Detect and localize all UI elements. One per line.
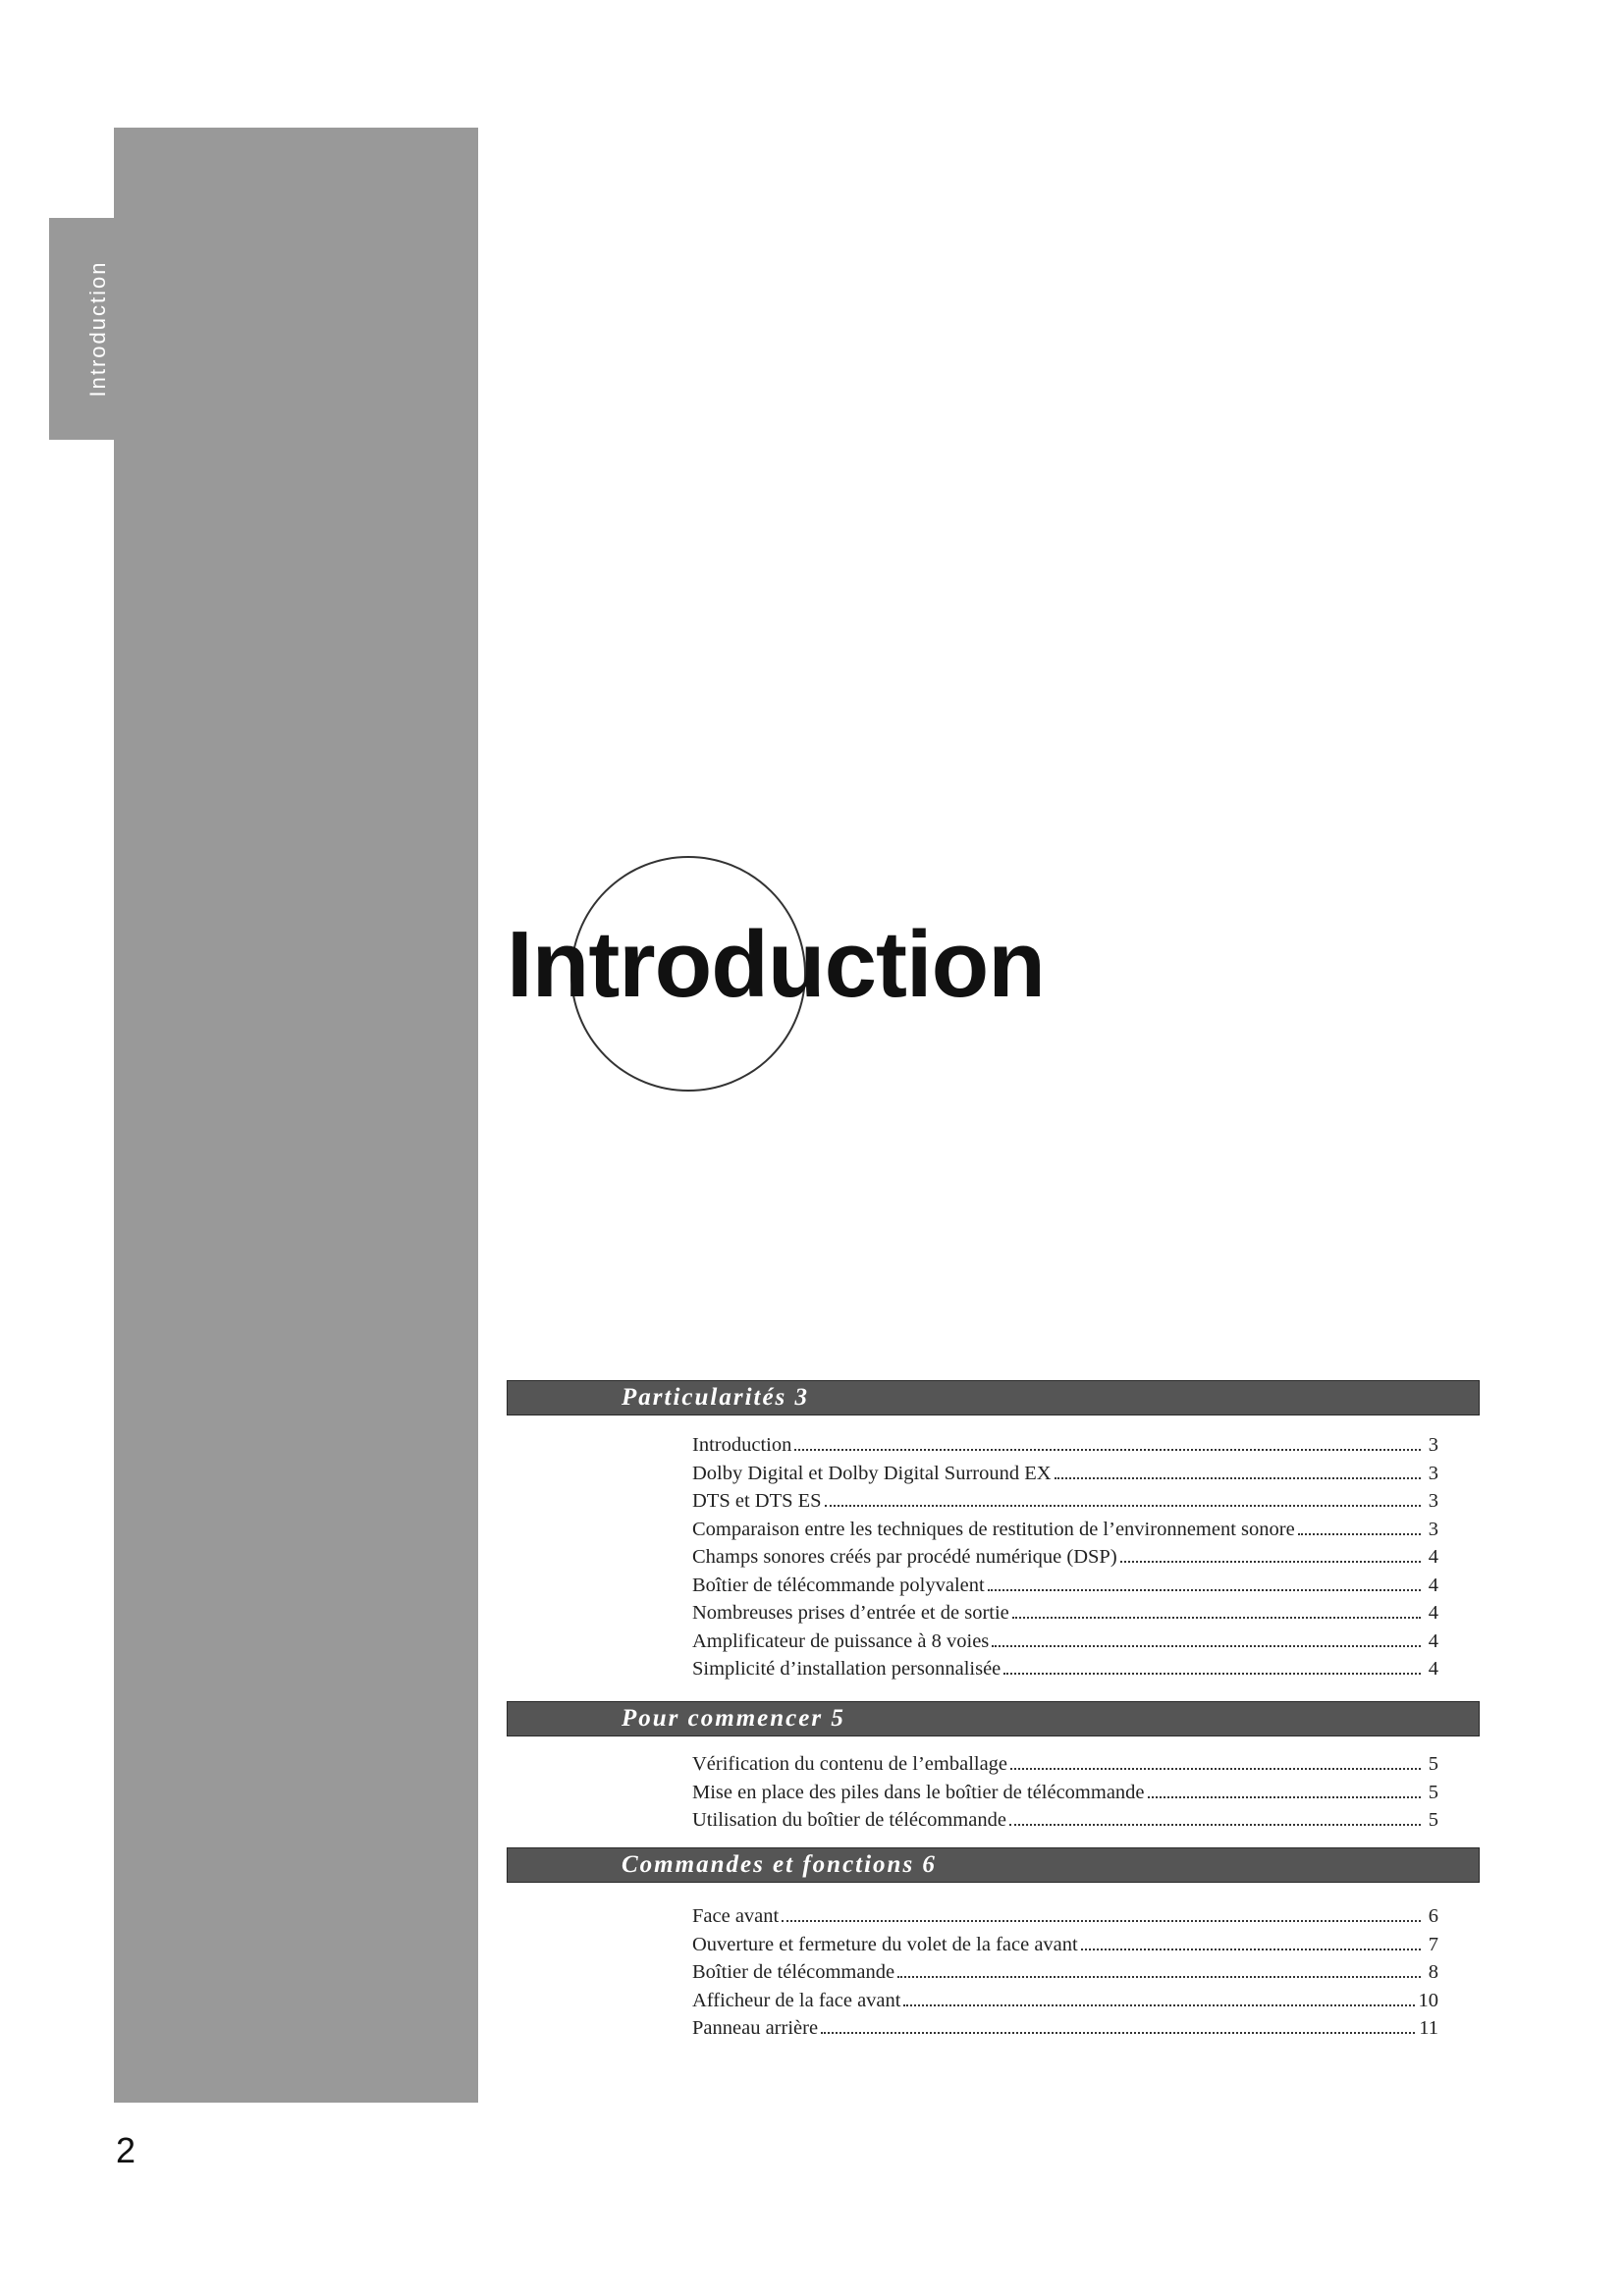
toc-entry-title: Dolby Digital et Dolby Digital Surround EX: [692, 1462, 1052, 1484]
toc-section-commandes-fonctions: [507, 1847, 1480, 2043]
toc-dot-leader: [1120, 1561, 1421, 1563]
toc-entry-page: 5: [1428, 1753, 1438, 1775]
toc-entry-title: Afficheur de la face avant: [692, 1989, 901, 2011]
toc-section-heading-bar: [507, 1380, 1480, 1415]
toc-dot-leader: [1055, 1477, 1421, 1479]
toc-entry-page: 6: [1428, 1905, 1438, 1927]
toc-dot-leader: [992, 1645, 1421, 1647]
toc-section-heading-bar: [507, 1847, 1480, 1883]
toc-section-heading[interactable]: Commandes et fonctions 6: [622, 1851, 937, 1878]
toc-entry-page: 7: [1428, 1933, 1438, 1955]
toc-entry-page: 3: [1428, 1490, 1438, 1512]
toc-dot-leader: [1081, 1949, 1421, 1950]
section-side-tab-label: Introduction: [85, 260, 110, 398]
toc-entry[interactable]: [692, 1431, 1438, 1460]
toc-entry-title: Introduction: [692, 1434, 792, 1456]
toc-dot-leader: [1298, 1533, 1421, 1535]
toc-section-heading[interactable]: Pour commencer 5: [622, 1705, 845, 1732]
toc-entry[interactable]: [692, 1902, 1438, 1931]
toc-entry[interactable]: [692, 1958, 1438, 1987]
toc-entry-page: 10: [1418, 1989, 1438, 2011]
toc-dot-leader: [988, 1589, 1421, 1591]
toc-entry-page: 3: [1428, 1518, 1438, 1540]
toc-dot-leader: [825, 1505, 1421, 1507]
toc-dot-leader: [1003, 1673, 1421, 1675]
toc-entry[interactable]: [692, 1460, 1438, 1488]
toc-entry-title: Amplificateur de puissance à 8 voies: [692, 1629, 990, 1652]
toc-entry-title: Panneau arrière: [692, 2017, 819, 2039]
toc-entry-title: Boîtier de télécommande polyvalent: [692, 1574, 985, 1596]
toc-entry-title: Comparaison entre les techniques de restitution de l’environnement sonore: [692, 1518, 1295, 1540]
toc-dot-leader: [903, 2004, 1414, 2006]
gray-margin-column: [114, 128, 478, 2103]
toc-entry-title: Simplicité d’installation personnalisée: [692, 1658, 1001, 1680]
toc-entry-title: DTS et DTS ES: [692, 1490, 822, 1512]
toc-entry[interactable]: [692, 1628, 1438, 1656]
toc-entry-page: 8: [1428, 1961, 1438, 1983]
toc-dot-leader: [1010, 1768, 1421, 1770]
toc-entry-page: 4: [1428, 1546, 1438, 1568]
toc-entry[interactable]: [692, 1543, 1438, 1572]
toc-entry[interactable]: [692, 1487, 1438, 1516]
toc-entry-page: 4: [1428, 1602, 1438, 1624]
toc-section-pour-commencer: [507, 1701, 1480, 1835]
toc-entry[interactable]: [692, 1572, 1438, 1600]
toc-entry[interactable]: [692, 1779, 1438, 1807]
toc-section-heading-bar: [507, 1701, 1480, 1736]
toc-dot-leader: [1148, 1796, 1421, 1798]
toc-entry-page: 4: [1428, 1574, 1438, 1596]
toc-entry-page: 4: [1428, 1629, 1438, 1652]
toc-entry-list: [692, 1750, 1438, 1835]
toc-entry-title: Nombreuses prises d’entrée et de sortie: [692, 1602, 1009, 1624]
toc-dot-leader: [794, 1449, 1421, 1451]
toc-dot-leader: [1012, 1617, 1421, 1619]
toc-entry[interactable]: [692, 1987, 1438, 2015]
toc-entry-title: Champs sonores créés par procédé numérique (DSP): [692, 1546, 1117, 1568]
toc-dot-leader: [1009, 1824, 1421, 1826]
toc-entry-page: 4: [1428, 1658, 1438, 1680]
toc-entry-page: 3: [1428, 1462, 1438, 1484]
page-number: 2: [116, 2130, 136, 2170]
toc-entry-title: Utilisation du boîtier de télécommande: [692, 1809, 1006, 1831]
toc-entry[interactable]: [692, 1516, 1438, 1544]
toc-entry-title: Vérification du contenu de l’emballage: [692, 1753, 1008, 1775]
toc-entry[interactable]: [692, 2014, 1438, 2043]
toc-entry-title: Face avant: [692, 1905, 780, 1927]
toc-entry[interactable]: [692, 1599, 1438, 1628]
toc-dot-leader: [821, 2032, 1415, 2034]
toc-entry-page: 3: [1428, 1434, 1438, 1456]
toc-section-particularites: [507, 1380, 1480, 1683]
toc-entry[interactable]: [692, 1931, 1438, 1959]
toc-entry[interactable]: [692, 1806, 1438, 1835]
toc-entry-page: 5: [1428, 1809, 1438, 1831]
toc-entry-page: 5: [1428, 1781, 1438, 1803]
toc-entry-title: Ouverture et fermeture du volet de la face avant: [692, 1933, 1078, 1955]
toc-dot-leader: [782, 1920, 1421, 1922]
toc-entry-page: 11: [1419, 2017, 1438, 2039]
toc-entry-list: [692, 1902, 1438, 2043]
toc-entry-title: Mise en place des piles dans le boîtier de télécommande: [692, 1781, 1145, 1803]
toc-entry[interactable]: [692, 1750, 1438, 1779]
toc-entry[interactable]: [692, 1655, 1438, 1683]
toc-section-heading[interactable]: Particularités 3: [622, 1384, 810, 1411]
toc-entry-title: Boîtier de télécommande: [692, 1961, 895, 1983]
chapter-title: Introduction: [507, 912, 1045, 1017]
toc-dot-leader: [897, 1976, 1421, 1978]
toc-entry-list: [692, 1431, 1438, 1683]
